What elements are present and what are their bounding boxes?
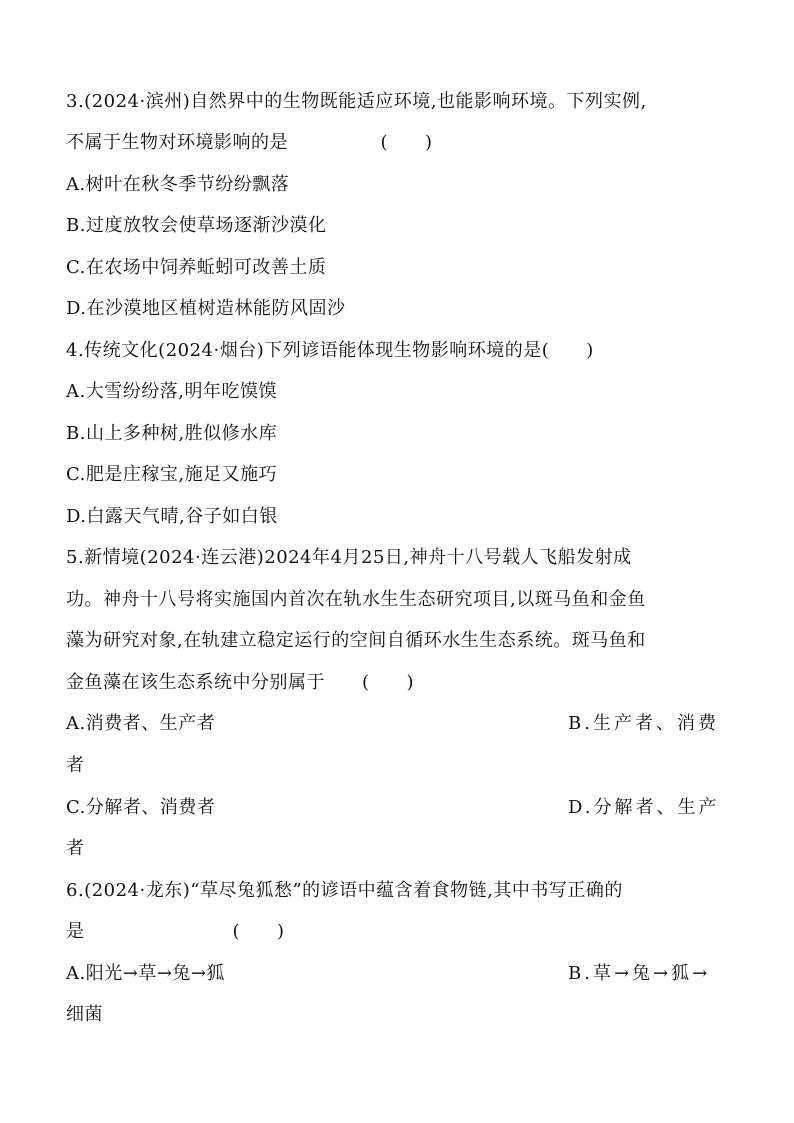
question-6-stem-line-1: 6.(2024·龙东)“草尽兔狐愁”的谚语中蕴含着食物链,其中书写正确的 [66, 880, 623, 901]
question-5-stem-line-2: 功。神舟十八号将实施国内首次在轨水生生态研究项目,以斑马鱼和金鱼 [66, 589, 646, 610]
question-5-stem-line-4: 金鱼藻在该生态系统中分别属于 ( ) [66, 672, 415, 693]
question-3-stem-line-1: 3.(2024·滨州)自然界中的生物既能适应环境,也能影响环境。下列实例, [66, 91, 647, 112]
question-3-stem-line-2: 不属于生物对环境影响的是 ( ) [66, 132, 433, 153]
question-4-option-c: C.肥是庄稼宝,施足又施巧 [66, 464, 278, 485]
question-5-stem-line-1: 5.新情境(2024·连云港)2024年4月25日,神舟十八号载人飞船发射成 [66, 547, 632, 568]
question-4-option-b: B.山上多种树,胜似修水库 [66, 423, 278, 444]
question-5-option-d: D.分解者、生产 [568, 797, 720, 818]
question-4-option-d: D.白露天气晴,谷子如白银 [66, 506, 278, 527]
question-6-stem-line-2: 是 ( ) [66, 921, 285, 942]
question-5-option-c: C.分解者、消费者 [66, 797, 216, 818]
question-5-option-d-continued: 者 [66, 838, 85, 859]
question-5-option-b: B.生产者、消费 [568, 713, 719, 734]
question-4-option-a: A.大雪纷纷落,明年吃馍馍 [66, 381, 277, 402]
question-3-option-c: C.在农场中饲养蚯蚓可改善土质 [66, 257, 327, 278]
question-3-option-b: B.过度放牧会使草场逐渐沙漠化 [66, 215, 327, 236]
question-6-option-a: A.阳光→草→兔→狐 [66, 963, 225, 984]
question-6-option-b: B.草→兔→狐→ [568, 963, 711, 984]
question-3-option-d: D.在沙漠地区植树造林能防风固沙 [66, 298, 346, 319]
question-5-option-b-continued: 者 [66, 755, 85, 776]
question-6-option-b-continued: 细菌 [66, 1004, 103, 1025]
question-3-option-a: A.树叶在秋冬季节纷纷飘落 [66, 174, 290, 195]
question-5-option-a: A.消费者、生产者 [66, 713, 216, 734]
question-5-stem-line-3: 藻为研究对象,在轨建立稳定运行的空间自循环水生生态系统。斑马鱼和 [66, 630, 646, 651]
question-4-stem: 4.传统文化(2024·烟台)下列谚语能体现生物影响环境的是( ) [66, 340, 594, 361]
